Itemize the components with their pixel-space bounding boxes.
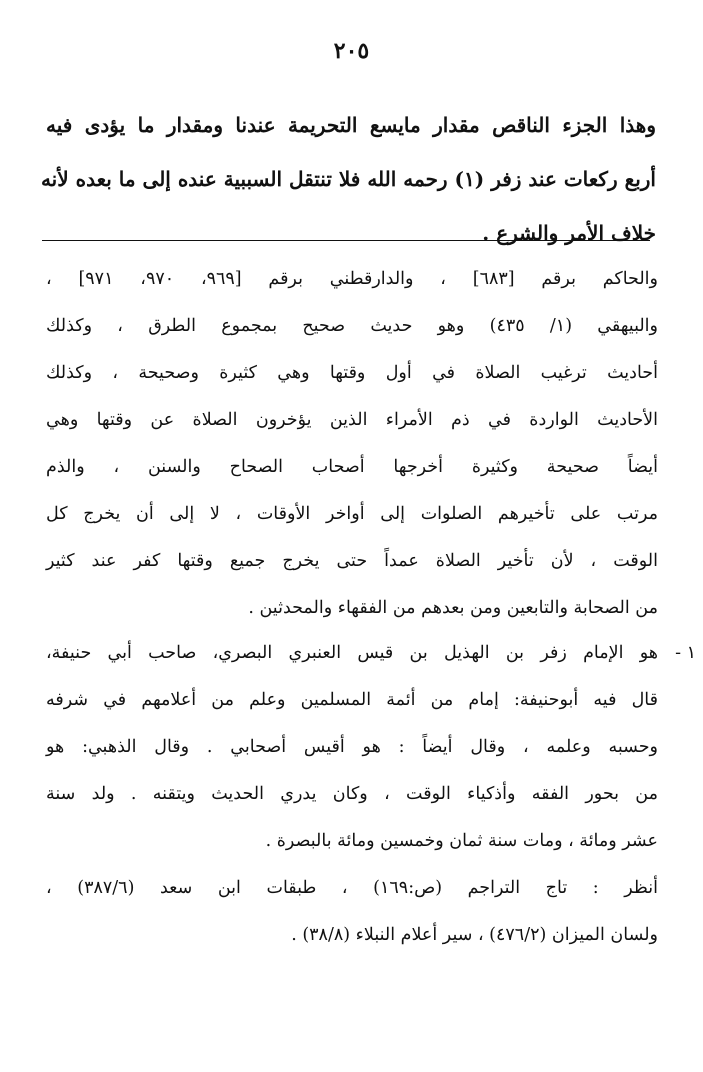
footnote-1 <box>46 630 696 959</box>
main-text-line: أربع ركعات عند زفر (١) رحمه الله فلا تنتقل السببية عنده إلى ما بعده لأنه <box>40 167 656 191</box>
footnote-divider <box>42 240 650 241</box>
footnote-line: ولسان الميزان (٤٧٦/٢) ، سير أعلام النبلاء (٣٨/٨) . <box>291 925 658 945</box>
footnote-line: قال فيه أبوحنيفة: إمام من أئمة المسلمين وعلم من أعلامهم في شرفه <box>46 690 658 710</box>
footnote-line: والحاكم برقم [٦٨٣] ، والدارقطني برقم [٩٦٩، ٩٧٠، ٩٧١] ، <box>46 269 658 289</box>
main-text-line: خلاف الأمر والشرع . <box>482 221 656 245</box>
footnote-line: أيضاً صحيحة وكثيرة أخرجها أصحاب الصحاح والسنن ، والذم <box>46 457 658 477</box>
page-number: ٢٠٥ <box>333 38 370 64</box>
footnote-line: الأحاديث الواردة في ذم الأمراء الذين يؤخرون الصلاة عن وقتها وهي <box>46 410 658 430</box>
footnote-line: أنظر : تاج التراجم (ص:١٦٩) ، طبقات ابن سعد (٣٨٧/٦) ، <box>46 878 658 898</box>
main-text <box>40 98 656 260</box>
footnote-line: عشر ومائة ، ومات سنة ثمان وخمسين ومائة بالبصرة . <box>265 831 658 851</box>
footnote-line: أحاديث ترغيب الصلاة في أول وقتها وهي كثيرة وصحيحة ، وكذلك <box>46 363 658 383</box>
footnote-number: ١ - <box>675 643 696 663</box>
footnote-line: مرتب على تأخيرهم الصلوات إلى أواخر الأوقات ، لا إلى أن يخرج كل <box>46 504 658 524</box>
footnote-line: والبيهقي (١/ ٤٣٥) وهو حديث صحيح بمجموع الطرق ، وكذلك <box>46 316 658 336</box>
main-text-line: وهذا الجزء الناقص مقدار مايسع التحريمة عندنا ومقدار ما يؤدى فيه <box>46 113 656 137</box>
footnote-line: هو الإمام زفر بن الهذيل بن قيس العنبري البصري، صاحب أبي حنيفة، <box>46 643 658 663</box>
footnote-line: من بحور الفقه وأذكياء الوقت ، وكان يدري الحديث ويتقنه . ولد سنة <box>46 784 658 804</box>
footnote-line: الوقت ، لأن تأخير الصلاة عمداً حتى يخرج جميع وقتها كفر عند كثير <box>46 551 658 571</box>
footnote-line: من الصحابة والتابعين ومن بعدهم من الفقهاء والمحدثين . <box>248 598 658 618</box>
footnote-line: وحسبه وعلمه ، وقال أيضاً : هو أقيس أصحابي . وقال الذهبي: هو <box>46 737 658 757</box>
footnote-continuation <box>46 256 658 632</box>
